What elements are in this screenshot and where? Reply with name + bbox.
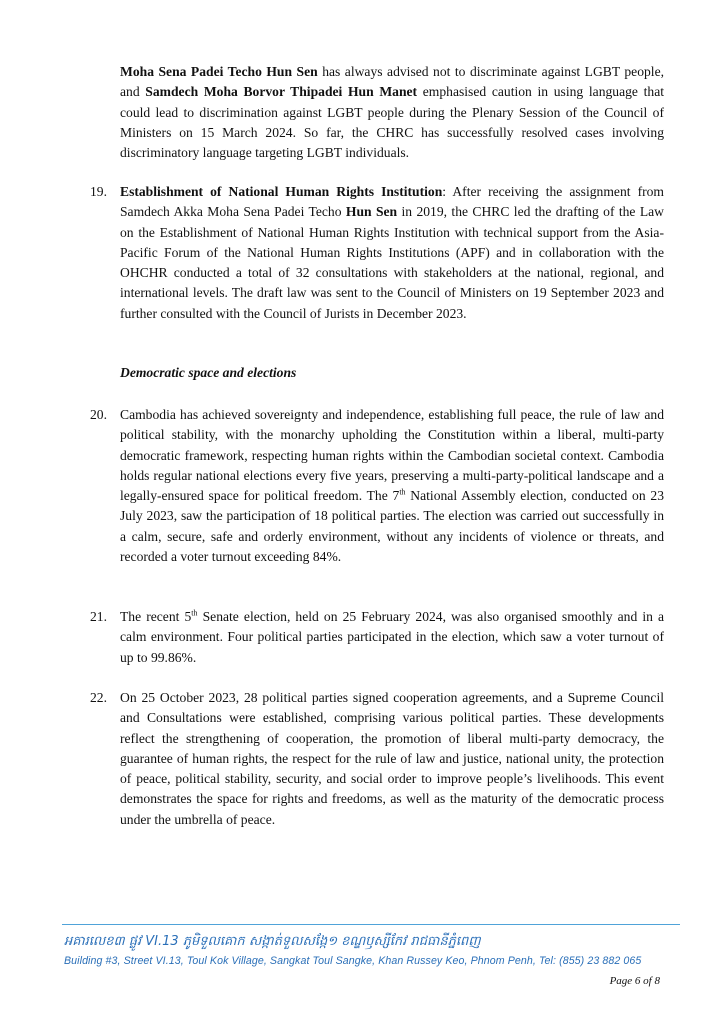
paragraph-number: 19. [90,184,107,199]
paragraph-title: Establishment of National Human Rights Institution [120,184,443,199]
paragraph-number: 22. [90,690,107,705]
paragraph-text: emphasised caution in using language that could lead to discrimination against LGBT people during the Plenary Session of the Council of Ministers on 15 March 2024. So far, the CHRC has successfully resolved cases involving discriminatory language targeting LGBT individuals. [120,84,664,161]
footer-english-address: Building #3, Street VI.13, Toul Kok Village, Sangkat Toul Sangke, Khan Russey Keo, Phnom Penh, Tel: (855) 23 882 065 [64,955,642,967]
paragraph-text: in 2019, the CHRC led the drafting of the Law on the Establishment of National Human Rights Institution with technical support from the Asia-Pacific Forum of the National Human Rights Institutions (APF) and in collaboration with the OHCHR conducted a total of 32 consultations with stakeholders at the national, regional, and international levels. The draft law was sent to the Council of Ministers on 19 September 2023 and further consulted with the Council of Jurists in December 2023. [120,204,664,321]
paragraph-22 [90,688,664,830]
bold-name: Hun Sen [345,204,398,220]
superscript: th [399,487,406,497]
paragraph-21 [90,607,664,668]
page-number: Page 6 of 8 [609,975,660,987]
superscript: th [191,608,198,618]
paragraph-continuation [120,62,664,163]
paragraph-text: Senate election, held on 25 February 2024, was also organised smoothly and in a calm environment. Four political parties participated in the election, which saw a voter turnout of up to 99.86%. [120,609,664,665]
bold-name-hun-sen: Moha Sena Padei Techo Hun Sen [120,64,318,79]
section-heading: Democratic space and elections [120,365,297,380]
paragraph-number: 21. [90,609,107,624]
paragraph-text: Cambodia has achieved sovereignty and independence, establishing full peace, the rule of law and political stability, with the monarchy upholding the Constitution within a liberal, multi-party democratic framework, respecting human rights within the Cambodian societal context. Cambodia holds regular national elections every five years, preserving a multi-party-political landscape and a legally-ensured space for political freedom. The 7 [120,407,664,504]
paragraph-text: has always advised not to discriminate against LGBT people, and [120,64,665,100]
paragraph-number: 20. [90,407,107,422]
footer-divider [62,924,680,925]
paragraph-text: National Assembly election, conducted on 23 July 2023, saw the participation of 18 political parties. The election was carried out successfully in a calm, secure, safe and orderly environment, without any incidents of violence or threats, and recorded a voter turnout exceeding 84%. [120,488,665,565]
paragraph-20 [90,405,665,567]
paragraph-text: On 25 October 2023, 28 political parties signed cooperation agreements, and a Supreme Council and Consultations were established, comprising various political parties. These developments reflect the strengthening of cooperation, the promotion of liberal multi-party democracy, the guarantee of human rights, the respect for the rule of law and justice, national unity, the protection of peace, political stability, security, and social order to improve people’s livelihoods. This event demonstrates the space for rights and freedoms, as well as the maturity of the democratic process under the umbrella of peace. [120,690,664,827]
paragraph-text: : After receiving the assignment from Samdech Akka Moha Sena Padei Techo [120,184,664,220]
paragraph-text: The recent 5 [120,609,192,624]
bold-name-hun-manet: Samdech Moha Borvor Thipadei Hun Manet [145,84,418,100]
footer-khmer-address: អគារលេខ៣ ផ្លូវ VI.13 ភូមិទួលគោក សង្កាត់ទួលសង្កែ១ ខណ្ឌឫស្សីកែវ រាជធានីភ្នំពេញ [64,934,481,949]
paragraph-19 [90,182,664,324]
